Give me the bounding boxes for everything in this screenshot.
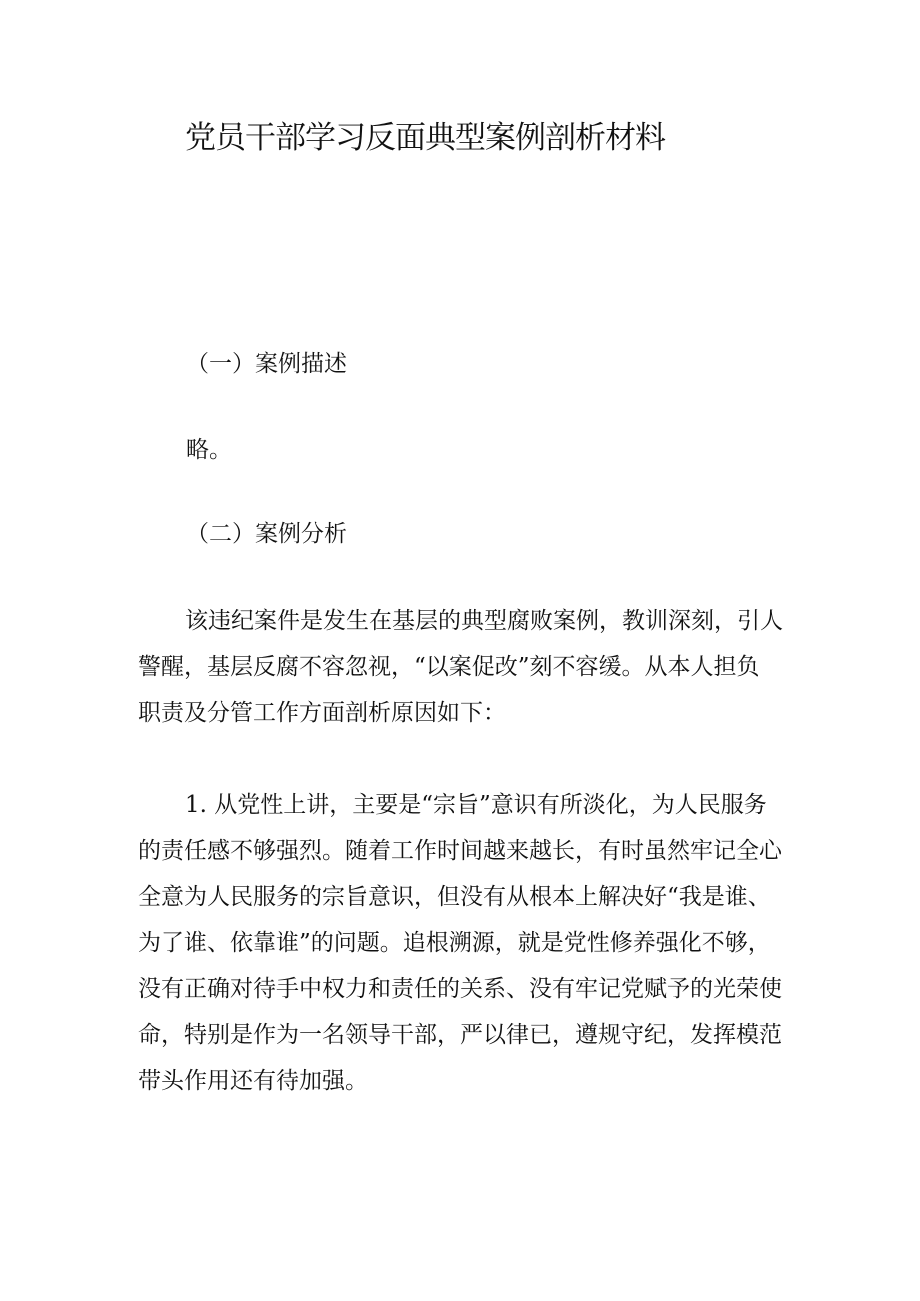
paragraph-line: 职责及分管工作方面剖析原因如下： bbox=[138, 700, 506, 726]
analysis-point-1 bbox=[138, 782, 798, 1104]
paragraph-line: 1. 从党性上讲，主要是“宗旨”意识有所淡化，为人民服务 bbox=[185, 792, 767, 818]
paragraph-line: 警醒，基层反腐不容忽视，“以案促改”刻不容缓。从本人担负 bbox=[138, 654, 760, 680]
paragraph-line: 命，特别是作为一名领导干部，严以律已，遵规守纪，发挥模范 bbox=[138, 1022, 782, 1048]
paragraph-line: 该违纪案件是发生在基层的典型腐败案例，教训深刻，引人 bbox=[185, 608, 783, 634]
paragraph-line: 带头作用还有待加强。 bbox=[138, 1068, 368, 1094]
case-analysis-paragraph bbox=[138, 598, 798, 736]
paragraph-line: 的责任感不够强烈。随着工作时间越来越长，有时虽然牢记全心 bbox=[138, 838, 782, 864]
section-heading-case-description: （一）案例描述 bbox=[186, 351, 347, 377]
document-title: 党员干部学习反面典型案例剖析材料 bbox=[185, 120, 665, 156]
paragraph-line: 没有正确对待手中权力和责任的关系、没有牢记党赋予的光荣使 bbox=[138, 976, 782, 1002]
paragraph-line: 为了谁、依靠谁”的问题。追根溯源，就是党性修养强化不够， bbox=[138, 930, 771, 956]
case-description-text: 略。 bbox=[186, 437, 232, 463]
section-heading-case-analysis: （二）案例分析 bbox=[186, 521, 347, 547]
paragraph-line: 全意为人民服务的宗旨意识，但没有从根本上解决好“我是谁、 bbox=[138, 884, 771, 910]
